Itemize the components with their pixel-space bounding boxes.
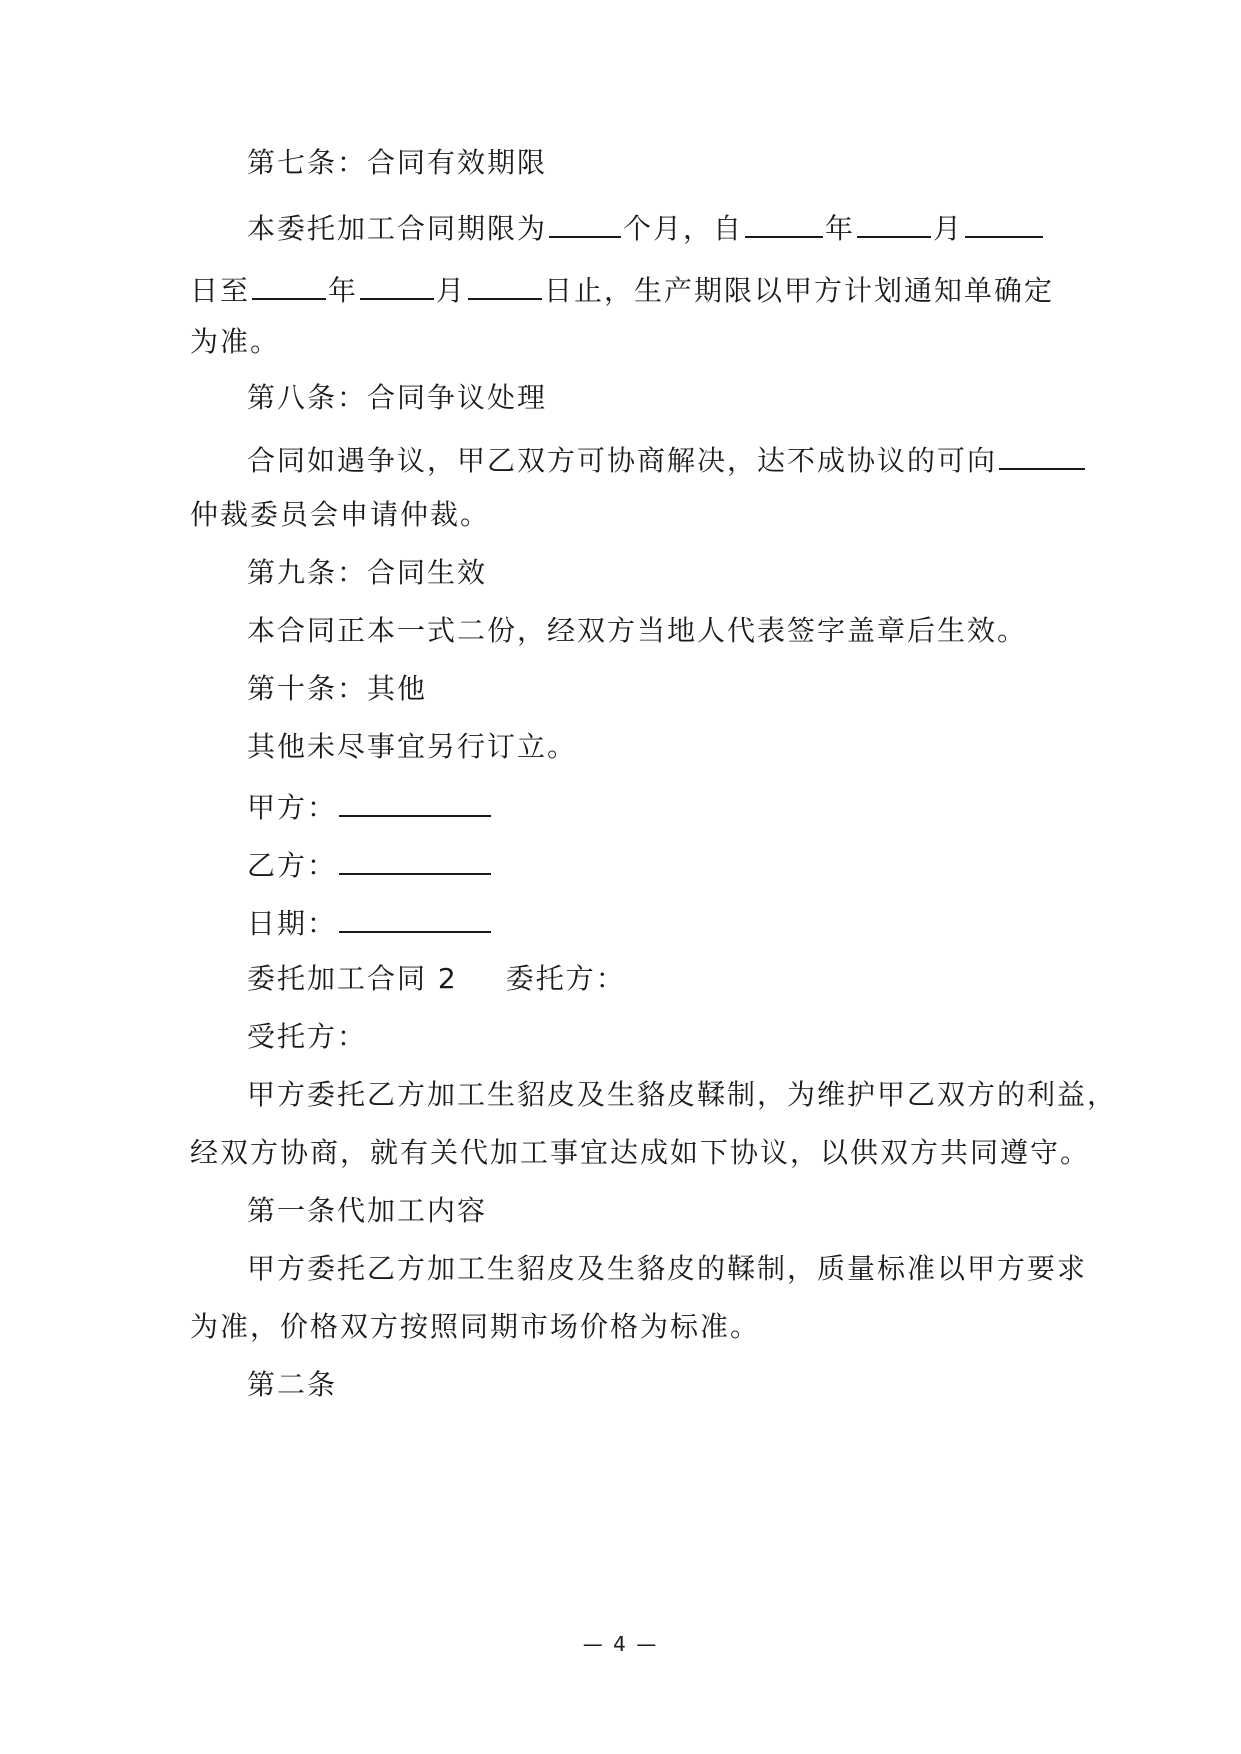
- date-blank[interactable]: [339, 901, 491, 933]
- blank-start-year[interactable]: [745, 206, 823, 238]
- article8-line2: 仲裁委员会申请仲裁。: [190, 498, 491, 531]
- article7-line2-a: 日至: [190, 274, 251, 307]
- contract2-art2-heading: 第二条: [247, 1368, 338, 1401]
- party-b-line: [247, 843, 493, 886]
- article10-text: 其他未尽事宜另行订立。: [247, 730, 578, 763]
- article7-line3: 为准。: [190, 325, 281, 358]
- party-b-label: 乙方：: [247, 849, 338, 882]
- date-label: 日期：: [247, 907, 338, 940]
- party-a-blank[interactable]: [339, 785, 491, 817]
- article7-line2-b: 年: [328, 274, 359, 307]
- article9-heading: 第九条：合同生效: [247, 556, 488, 589]
- party-a-label: 甲方：: [247, 791, 338, 824]
- page-number: — 4 —: [582, 1632, 659, 1656]
- contract2-art1-heading: 第一条代加工内容: [247, 1194, 488, 1227]
- date-line: [247, 901, 493, 944]
- article8-heading: 第八条：合同争议处理: [247, 381, 548, 414]
- blank-arbitration-place[interactable]: [999, 438, 1085, 470]
- article7-line1-d: 月: [933, 212, 964, 245]
- blank-start-month[interactable]: [857, 206, 931, 238]
- article10-heading: 第十条：其他: [247, 672, 428, 705]
- blank-end-month[interactable]: [360, 268, 434, 300]
- article7-line2-d: 日止，生产期限以甲方计划通知单确定: [544, 274, 1055, 307]
- contract2-art1-line2: 为准，价格双方按照同期市场价格为标准。: [190, 1310, 761, 1343]
- article8-line1: [247, 438, 1087, 481]
- contract2-art1-line1: 甲方委托乙方加工生貂皮及生貉皮的鞣制，质量标准以甲方要求: [247, 1252, 1088, 1285]
- blank-start-day[interactable]: [965, 206, 1043, 238]
- contract2-intro-line2: 经双方协商，就有关代加工事宜达成如下协议，以供双方共同遵守。: [190, 1136, 1091, 1169]
- article8-line1-text: 合同如遇争议，甲乙双方可协商解决，达不成协议的可向: [247, 444, 998, 477]
- contract2-intro-line1: 甲方委托乙方加工生貂皮及生貉皮鞣制，为维护甲乙双方的利益，: [247, 1078, 1118, 1111]
- contract2-title: 委托加工合同 2: [247, 962, 458, 995]
- contract2-contractor: 受托方：: [247, 1020, 368, 1053]
- blank-end-year[interactable]: [252, 268, 326, 300]
- article7-heading: 第七条：合同有效期限: [247, 146, 548, 179]
- article7-line1-a: 本委托加工合同期限为: [247, 212, 548, 245]
- article7-line1-b: 个月，自: [623, 212, 744, 245]
- article7-line2-c: 月: [436, 274, 467, 307]
- article9-text: 本合同正本一式二份，经双方当地人代表签字盖章后生效。: [247, 614, 1028, 647]
- party-b-blank[interactable]: [339, 843, 491, 875]
- article7-line2: [190, 268, 1054, 311]
- blank-end-day[interactable]: [468, 268, 542, 300]
- blank-months[interactable]: [549, 206, 621, 238]
- article7-line1: [247, 206, 1045, 249]
- party-a-line: [247, 785, 493, 828]
- article7-line1-c: 年: [825, 212, 856, 245]
- contract2-title-line: [247, 959, 626, 999]
- contract2-client: 委托方：: [505, 962, 626, 995]
